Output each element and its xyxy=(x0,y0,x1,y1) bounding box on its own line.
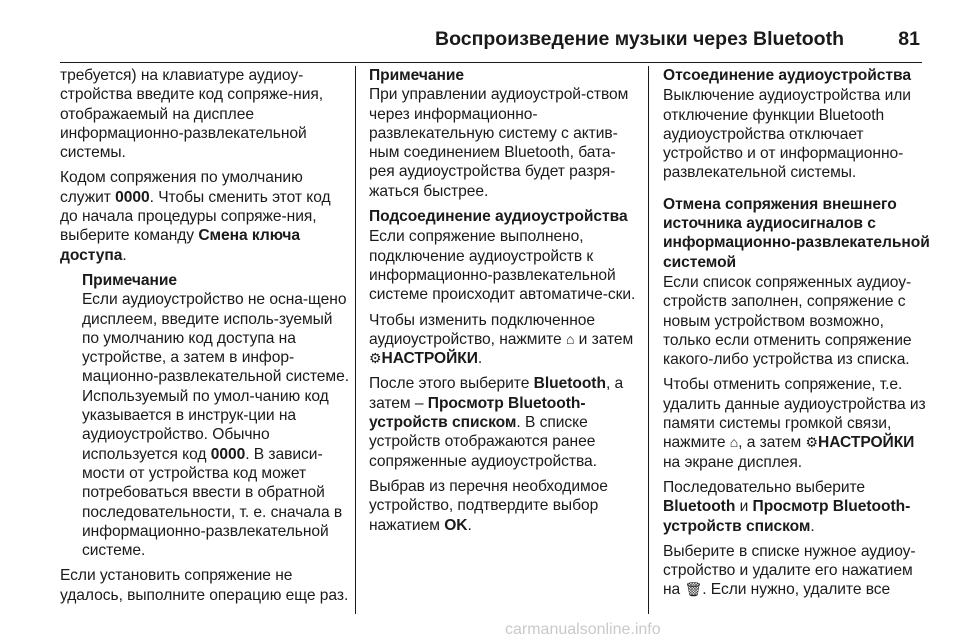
text: . Чтобы сменить этот код до начала процедуры сопряже-ния, выберите команду xyxy=(60,188,331,245)
note-text xyxy=(82,290,352,560)
paragraph: Если список сопряженных аудиоу-стройств заполнен, сопряжение с новым устройством возможно, только если отменить сопряжение какого-либо устройства из списка. xyxy=(663,273,912,369)
note-title: Примечание xyxy=(82,271,178,289)
text: Чтобы отменить сопряжение, т.е. удалить данные аудиоустройства из памяти системы громкой связи, нажмите xyxy=(663,376,926,452)
paragraph xyxy=(369,311,639,369)
text: . xyxy=(477,350,483,368)
trash-icon: 🗑 xyxy=(684,581,703,598)
paragraph xyxy=(60,168,352,264)
home-icon: ⌂ xyxy=(729,434,739,451)
paragraph xyxy=(369,477,639,535)
text: Если аудиоустройство не осна-щено дисплеем, введите исполь-зуемый по умолчанию код доступа на устройстве, а затем в инфор-мационно-развлекательной системе. Используемый по умол-чанию код указывается в инструк-ции на аудиоустройство. Обычно используется код xyxy=(82,291,349,463)
paragraph xyxy=(369,374,639,470)
text: Чтобы изменить подключенное аудиоустройство, нажмите xyxy=(369,311,596,348)
text: и затем xyxy=(574,330,634,348)
page-title: Воспроизведение музыки через Bluetooth xyxy=(435,28,844,50)
column-divider xyxy=(355,66,356,614)
column-1 xyxy=(60,66,352,611)
column-2 xyxy=(369,66,639,541)
ok-command: OK xyxy=(444,516,468,534)
home-icon: ⌂ xyxy=(565,330,575,347)
text: . Если нужно, удалите все xyxy=(702,581,891,599)
gear-icon: ⚙ xyxy=(369,350,382,367)
text: Выберите в списке нужное аудиоу-стройство и удалите его нажатием на xyxy=(663,542,916,599)
text: . xyxy=(467,516,472,534)
pairing-code: 0000 xyxy=(115,188,150,206)
paragraph xyxy=(663,542,933,600)
text: Кодом сопряжения по умолчанию служит xyxy=(60,169,303,206)
note-block xyxy=(60,271,352,560)
page-header xyxy=(60,22,922,63)
paragraph: Если сопряжение выполнено, подключение аудиоустройств к информационно-развлекательной системе происходит автоматиче-ски. xyxy=(369,228,636,304)
note-text: При управлении аудиоустрой-ством через информационно-развлекательную систему с актив-ным соединением Bluetooth, бата-рея аудиоустройства будет разря-жаться быстрее. xyxy=(369,86,629,200)
device-list-command: Просмотр Bluetooth-устройств списком xyxy=(663,498,911,535)
text: . xyxy=(122,246,127,264)
column-3 xyxy=(663,66,933,606)
bluetooth-command: Bluetooth xyxy=(533,375,606,393)
section-heading: Подсоединение аудиоустройства xyxy=(369,208,628,226)
paragraph: Если установить сопряжение не удалось, выполните операцию еще раз. xyxy=(60,567,349,604)
column-divider xyxy=(648,66,649,614)
paragraph: требуется) на клавиатуре аудиоу-стройства введите код сопряже-ния, отображаемый на дисплее информационно-развлекательной системы. xyxy=(60,67,324,162)
text: , а затем – xyxy=(369,375,624,412)
page-number: 81 xyxy=(898,28,920,50)
watermark: carmanualsonline.info xyxy=(505,621,661,638)
settings-command: НАСТРОЙКИ xyxy=(381,350,478,368)
text: , а затем xyxy=(738,434,806,452)
text: . В списке устройств отображаются ранее сопряженные аудиоустройства. xyxy=(369,414,597,470)
paragraph xyxy=(663,478,933,536)
gear-icon: ⚙ xyxy=(805,434,818,451)
text: и xyxy=(735,498,753,516)
note-title: Примечание xyxy=(369,67,465,84)
device-list-command: Просмотр Bluetooth-устройств списком xyxy=(369,394,586,432)
section-heading: Отмена сопряжения внешнего источника аудиосигналов с информационно-развлекательной системой xyxy=(663,195,930,271)
section-heading: Отсоединение аудиоустройства xyxy=(663,67,911,84)
bluetooth-command: Bluetooth xyxy=(663,498,736,516)
text: на экране дисплея. xyxy=(663,453,803,471)
text: Последовательно выберите xyxy=(663,478,866,496)
text: После этого выберите xyxy=(369,375,534,393)
pairing-code: 0000 xyxy=(210,445,246,463)
text: . xyxy=(810,517,815,535)
text: . В зависи-мости от устройства код может потребоваться ввести в обратной последовательности, т. е. сначала в информационно-развлекательной системе. xyxy=(82,445,343,560)
paragraph: Выключение аудиоустройства или отключение функции Bluetooth аудиоустройства отключает устройство и от информационно-развлекательной системы. xyxy=(663,87,911,182)
note-block xyxy=(369,66,639,201)
settings-command: НАСТРОЙКИ xyxy=(817,434,915,452)
paragraph xyxy=(663,375,933,471)
text: Выбрав из перечня необходимое устройство, подтвердите выбор нажатием xyxy=(369,477,608,534)
change-key-command: Смена ключа доступа xyxy=(60,227,301,264)
